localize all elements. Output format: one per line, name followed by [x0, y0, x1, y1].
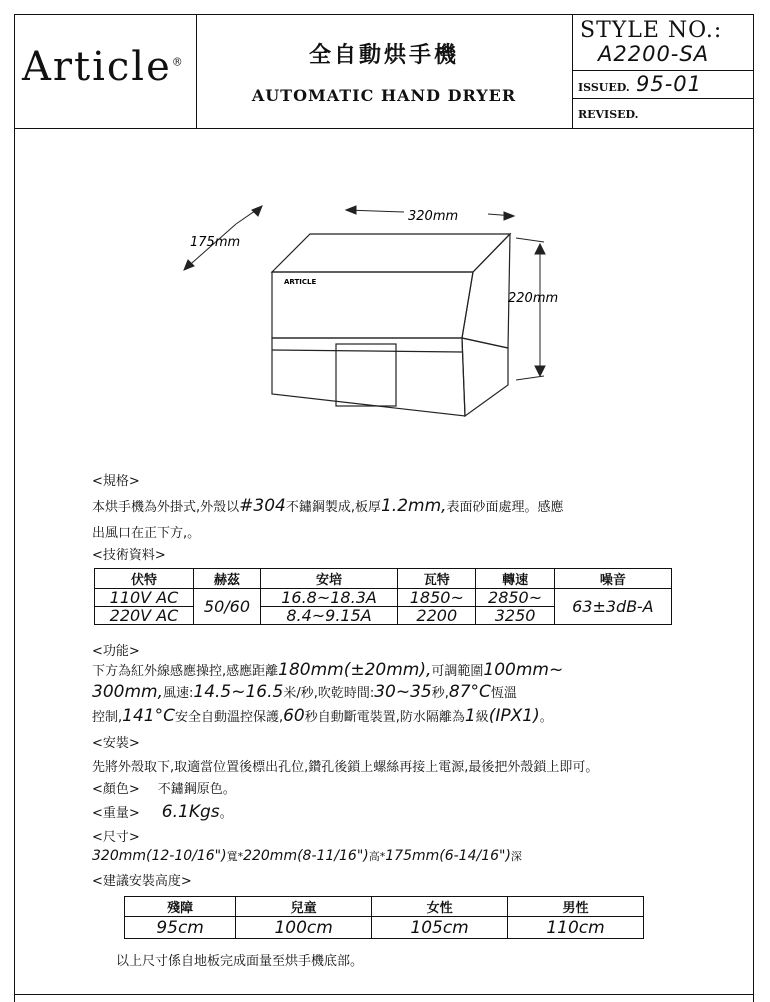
- install-text: 先將外殼取下,取適當位置後標出孔位,鑽孔後鎖上螺絲再接上電源,最後把外殼鎖上即可。: [92, 760, 599, 775]
- header-divider: [14, 128, 754, 129]
- height-header-row: [125, 897, 644, 917]
- style-no-label: STYLE NO.:: [580, 18, 723, 43]
- tech-header-rpm: 轉速: [476, 569, 554, 589]
- tech-heading: <技術資料>: [92, 548, 166, 563]
- dryer-seam: [272, 350, 462, 352]
- tech-header-volt: 伏特: [95, 569, 194, 589]
- dryer-lower-front: [272, 338, 465, 416]
- header-divider-style: [572, 70, 754, 71]
- footer-divider: [14, 994, 754, 995]
- width-arrow-left: [346, 206, 356, 214]
- size-heading: <尺寸>: [92, 830, 140, 845]
- noise-value: 63±3dB-A: [554, 589, 671, 625]
- height-female: 105cm: [372, 917, 508, 939]
- height-rec-note: 以上尺寸係自地板完成面量至烘手機底部。: [116, 954, 364, 969]
- header-divider-right: [572, 14, 573, 128]
- issued-label: ISSUED.: [578, 81, 630, 94]
- title-english: AUTOMATIC HAND DRYER: [251, 86, 517, 105]
- height-ext-bottom: [516, 376, 544, 380]
- depth-arrow-low: [184, 260, 194, 270]
- size-row: 320mm(12-10/16")寬*220mm(8-11/16")高*175mm(6-14/16")深: [92, 848, 522, 864]
- height-table: [124, 896, 644, 939]
- height-arrow-bottom: [535, 366, 545, 376]
- revised-label: REVISED.: [578, 108, 639, 121]
- amp-high: 16.8~18.3A: [260, 589, 397, 607]
- height-header-disabled: 殘障: [125, 897, 236, 917]
- height-rec-heading: <建議安裝高度>: [92, 874, 192, 889]
- weight-row: <重量> 6.1Kgs。: [92, 802, 233, 822]
- brand-mark: ARTICLE: [284, 278, 317, 286]
- color-row: <顏色> 不鏽鋼原色。: [92, 782, 236, 797]
- install-heading: <安裝>: [92, 736, 140, 751]
- height-disabled: 95cm: [125, 917, 236, 939]
- header-divider-issued: [572, 98, 754, 99]
- rpm-min: 2850~: [476, 589, 554, 607]
- tech-header-row: [95, 569, 672, 589]
- title-chinese: 全自動烘手機: [308, 43, 459, 68]
- height-child: 100cm: [236, 917, 372, 939]
- height-header-male: 男性: [508, 897, 644, 917]
- watt-min: 1850~: [398, 589, 476, 607]
- width-label: 320mm: [408, 209, 459, 224]
- header-divider-left: [196, 14, 197, 128]
- rpm-max: 3250: [476, 607, 554, 625]
- brand-logo: Article®: [22, 44, 185, 90]
- spec-heading: <規格>: [92, 474, 140, 489]
- height-arrow-top: [535, 244, 545, 254]
- watt-max: 2200: [398, 607, 476, 625]
- function-heading: <功能>: [92, 644, 140, 659]
- height-ext-top: [516, 238, 544, 242]
- tech-header-noise: 噪音: [554, 569, 671, 589]
- height-male: 110cm: [508, 917, 644, 939]
- depth-arrow-high: [252, 206, 262, 216]
- dryer-side-face: [462, 234, 510, 348]
- function-line-2: 300mm,風速:14.5~16.5米/秒,吹乾時間:30~35秒,87°C恆溫: [92, 682, 517, 702]
- volt-110: 110V AC: [95, 589, 194, 607]
- spec-line-1: 本烘手機為外掛式,外殼以#304不鏽鋼製成,板厚1.2mm,表面砂面處理。感應: [92, 496, 564, 516]
- volt-220: 220V AC: [95, 607, 194, 625]
- product-drawing: [150, 190, 620, 440]
- function-line-1: 下方為紅外線感應操控,感應距離180mm(±20mm),可調範圍100mm~: [92, 660, 564, 680]
- tech-table: [94, 568, 672, 625]
- tech-header-hz: 赫茲: [193, 569, 260, 589]
- amp-low: 8.4~9.15A: [260, 607, 397, 625]
- depth-label: 175mm: [190, 235, 241, 250]
- tech-header-watt: 瓦特: [398, 569, 476, 589]
- function-line-3: 控制,141°C安全自動溫控保護,60秒自動斷電裝置,防水隔離為1級(IPX1)。: [92, 706, 553, 726]
- height-value-row: [125, 917, 644, 939]
- tech-row-1: [95, 589, 672, 607]
- dryer-top-face: [272, 234, 510, 272]
- width-arrow-right: [504, 212, 514, 220]
- height-label: 220mm: [508, 291, 559, 306]
- height-header-child: 兒童: [236, 897, 372, 917]
- height-header-female: 女性: [372, 897, 508, 917]
- hz-value: 50/60: [193, 589, 260, 625]
- style-no-value: A2200-SA: [598, 42, 710, 66]
- dryer-lower-side: [462, 338, 508, 416]
- spec-line-2: 出風口在正下方,。: [92, 526, 201, 541]
- dryer-outlet-panel: [336, 344, 396, 406]
- tech-header-amp: 安培: [260, 569, 397, 589]
- issued-value: 95-01: [636, 72, 703, 96]
